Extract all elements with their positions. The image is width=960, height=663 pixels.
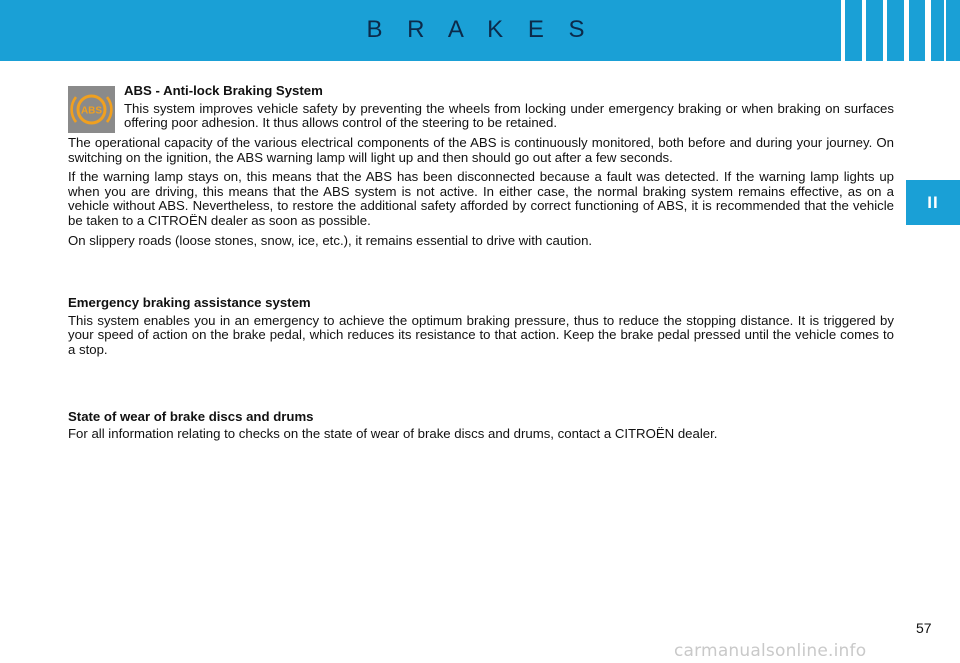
page-title: B R A K E S	[366, 16, 594, 43]
wear-section	[68, 410, 894, 442]
abs-icon-label: ABS	[80, 105, 103, 117]
emergency-body: This system enables you in an emergency to achieve the optimum braking pressure, thus to reduce the stopping distance. It is triggered by your speed of action on the brake pedal, which reduces its resistance to that action. Keep the brake pedal pressed until the vehicle comes to a stop.	[68, 312, 894, 357]
emergency-heading: Emergency braking assistance system	[68, 295, 311, 311]
wear-body: For all information relating to checks on the state of wear of brake discs and drums, contact a CITROËN dealer.	[68, 426, 718, 442]
abs-intro: This system improves vehicle safety by preventing the wheels from locking under emergency braking or when braking on surfaces offering poor adhesion. It thus allows control of the steering to be retained.	[124, 100, 894, 131]
page-number: 57	[916, 620, 932, 636]
abs-paragraph: On slippery roads (loose stones, snow, ice, etc.), it remains essential to drive with caution.	[68, 232, 593, 248]
chapter-tab[interactable]: II	[906, 180, 960, 225]
abs-paragraph: The operational capacity of the various electrical components of the ABS is continuously monitored, both before and during your journey. On switching on the ignition, the ABS warning lamp will light up and then should go out after a few seconds.	[68, 135, 894, 165]
emergency-section	[68, 296, 894, 357]
wear-heading: State of wear of brake discs and drums	[68, 408, 314, 424]
watermark: carmanualsonline.info	[674, 641, 867, 661]
header-stripes-decoration	[838, 0, 960, 61]
abs-heading: ABS - Anti-lock Braking System	[124, 83, 323, 98]
page-content	[68, 84, 894, 447]
abs-warning-lamp-icon	[68, 86, 115, 133]
abs-paragraph: If the warning lamp stays on, this means that the ABS has been disconnected because a fault was detected. If the warning lamp lights up when you are driving, this means that the ABS system is not active. In either case, the normal braking system remains effective, as on a vehicle without ABS. Nevertheless, to restore the additional safety afforded by correct functioning of ABS, it is recommended that the vehicle be taken to a CITROËN dealer as soon as possible.	[68, 169, 894, 228]
abs-section	[68, 84, 894, 136]
